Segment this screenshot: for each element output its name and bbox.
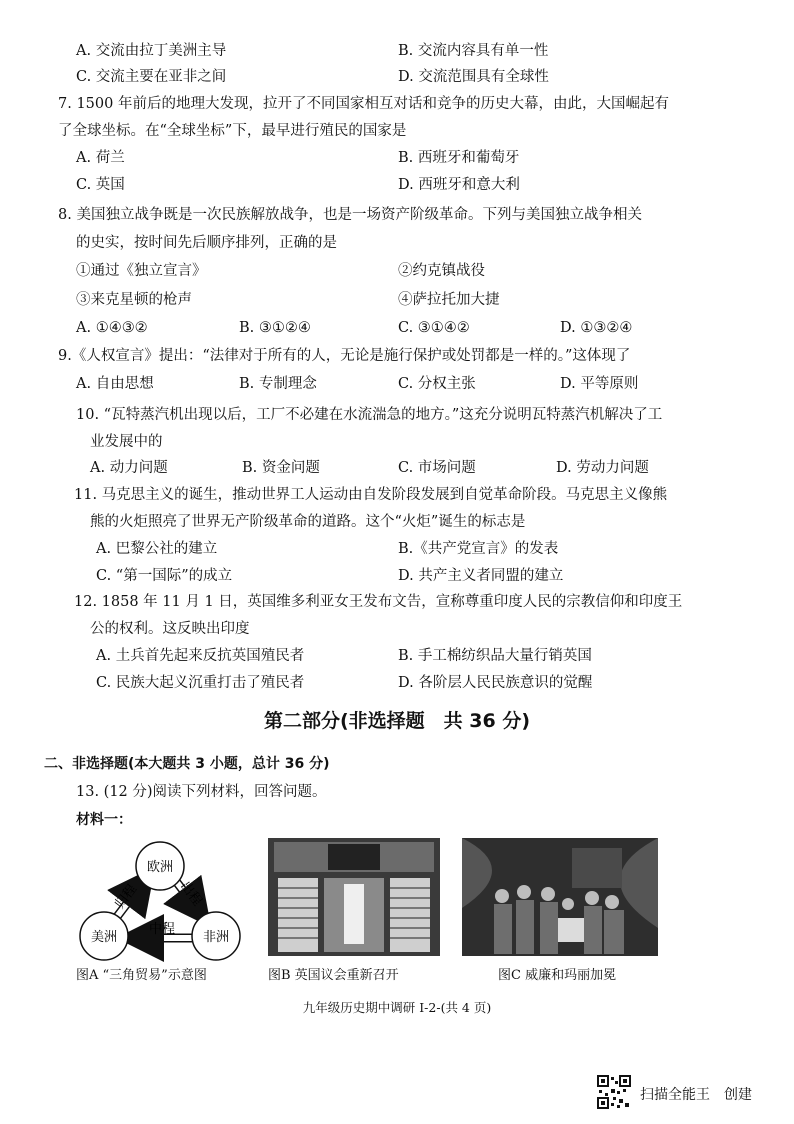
figure-b-caption: 图B 英国议会重新召开 (268, 968, 399, 983)
coronation-image (462, 838, 658, 956)
q11-option-d: D. 共产主义者同盟的建立 (398, 568, 564, 584)
q12-option-c: C. 民族大起义沉重打击了殖民者 (96, 675, 305, 691)
material-label: 材料一： (76, 812, 132, 828)
q10-option-b: B. 资金问题 (242, 460, 320, 476)
figure-a-caption: 图A “三角贸易”示意图 (76, 968, 207, 983)
america-label: 美洲 (90, 930, 118, 945)
q9-stem: 9.《人权宣言》提出：“法律对于所有的人，无论是施行保护或处罚都是一样的。”这体现了 (58, 348, 631, 364)
q10-stem-line1: 10. “瓦特蒸汽机出现以后，工厂不必建在水流湍急的地方。”这充分说明瓦特蒸汽机解决了工 (76, 407, 663, 423)
q10-stem-line2: 业发展中的 (90, 434, 163, 450)
q12-option-a: A. 土兵首先起来反抗英国殖民者 (96, 648, 305, 664)
q6-option-a: A. 交流由拉丁美洲主导 (76, 43, 227, 59)
outbound-label: 出程 (176, 878, 205, 909)
q8-event-3: ③来克星顿的枪声 (76, 292, 192, 308)
q8-option-a: A. ①④③② (76, 320, 148, 336)
q9-option-b: B. 专制理念 (239, 376, 317, 392)
page-footer: 九年级历史期中调研 I-2-(共 4 页) (302, 1000, 492, 1015)
parliament-image (268, 838, 440, 956)
q10-option-a: A. 动力问题 (90, 460, 168, 476)
q6-option-d: D. 交流范围具有全球性 (398, 69, 549, 85)
africa-label: 非洲 (202, 930, 230, 945)
q11-option-c: C. “第一国际”的成立 (96, 568, 233, 584)
figure-c-caption: 图C 威廉和玛丽加冕 (498, 968, 617, 983)
q8-stem-line2: 的史实，按时间先后顺序排列，正确的是 (76, 235, 337, 251)
europe-label: 欧洲 (146, 860, 174, 875)
q7-option-d: D. 西班牙和意大利 (398, 177, 520, 193)
middle-passage-label: 中程 (148, 922, 176, 937)
q8-event-1: ①通过《独立宣言》 (76, 263, 207, 279)
q7-option-a: A. 荷兰 (76, 150, 125, 166)
q11-stem-line2: 熊的火炬照亮了世界无产阶级革命的道路。这个“火炬”诞生的标志是 (90, 514, 526, 530)
q10-option-c: C. 市场问题 (398, 460, 476, 476)
q11-stem-line1: 11. 马克思主义的诞生，推动世界工人运动由自发阶段发展到自觉革命阶段。马克思主义像熊 (74, 487, 668, 503)
q12-stem-line2: 公的权利。这反映出印度 (90, 621, 250, 637)
part2-heading: 第二部分(非选择题 共 36 分) (263, 710, 531, 732)
section-title: 二、非选择题(本大题共 3 小题，总计 36 分) (44, 756, 330, 772)
q8-option-c: C. ③①④② (398, 320, 470, 336)
q7-option-b: B. 西班牙和葡萄牙 (398, 150, 520, 166)
qr-code-icon (597, 1075, 631, 1109)
q10-option-d: D. 劳动力问题 (556, 460, 649, 476)
q12-option-b: B. 手工棉纺织品大量行销英国 (398, 648, 592, 664)
q9-option-c: C. 分权主张 (398, 376, 476, 392)
q7-stem-line2: 了全球坐标。在“全球坐标”下，最早进行殖民的国家是 (58, 123, 407, 139)
q11-option-b: B.《共产党宣言》的发表 (398, 541, 559, 557)
q13-stem: 13. (12 分)阅读下列材料，回答问题。 (76, 784, 327, 800)
q9-option-d: D. 平等原则 (560, 376, 639, 392)
q6-option-c: C. 交流主要在亚非之间 (76, 69, 227, 85)
q12-stem-line1: 12. 1858 年 11 月 1 日，英国维多利亚女王发布文告，宣称尊重印度人民的宗教信仰和印度王 (74, 594, 683, 610)
q9-option-a: A. 自由思想 (76, 376, 154, 392)
q6-option-b: B. 交流内容具有单一性 (398, 43, 549, 59)
return-label: 归程 (112, 881, 141, 912)
triangle-trade-diagram (76, 836, 246, 962)
q8-option-d: D. ①③②④ (560, 320, 633, 336)
scanner-brand: 扫描全能王 创建 (640, 1087, 752, 1103)
q12-option-d: D. 各阶层人民民族意识的觉醒 (398, 675, 593, 691)
q8-event-2: ②约克镇战役 (398, 263, 485, 279)
q8-event-4: ④萨拉托加大捷 (398, 292, 500, 308)
q11-option-a: A. 巴黎公社的建立 (96, 541, 218, 557)
q8-stem-line1: 8. 美国独立战争既是一次民族解放战争，也是一场资产阶级革命。下列与美国独立战争相关 (58, 207, 642, 223)
q7-stem-line1: 7. 1500 年前后的地理大发现，拉开了不同国家相互对话和竞争的历史大幕，由此，大国崛起有 (58, 96, 669, 112)
q7-option-c: C. 英国 (76, 177, 125, 193)
q8-option-b: B. ③①②④ (239, 320, 311, 336)
